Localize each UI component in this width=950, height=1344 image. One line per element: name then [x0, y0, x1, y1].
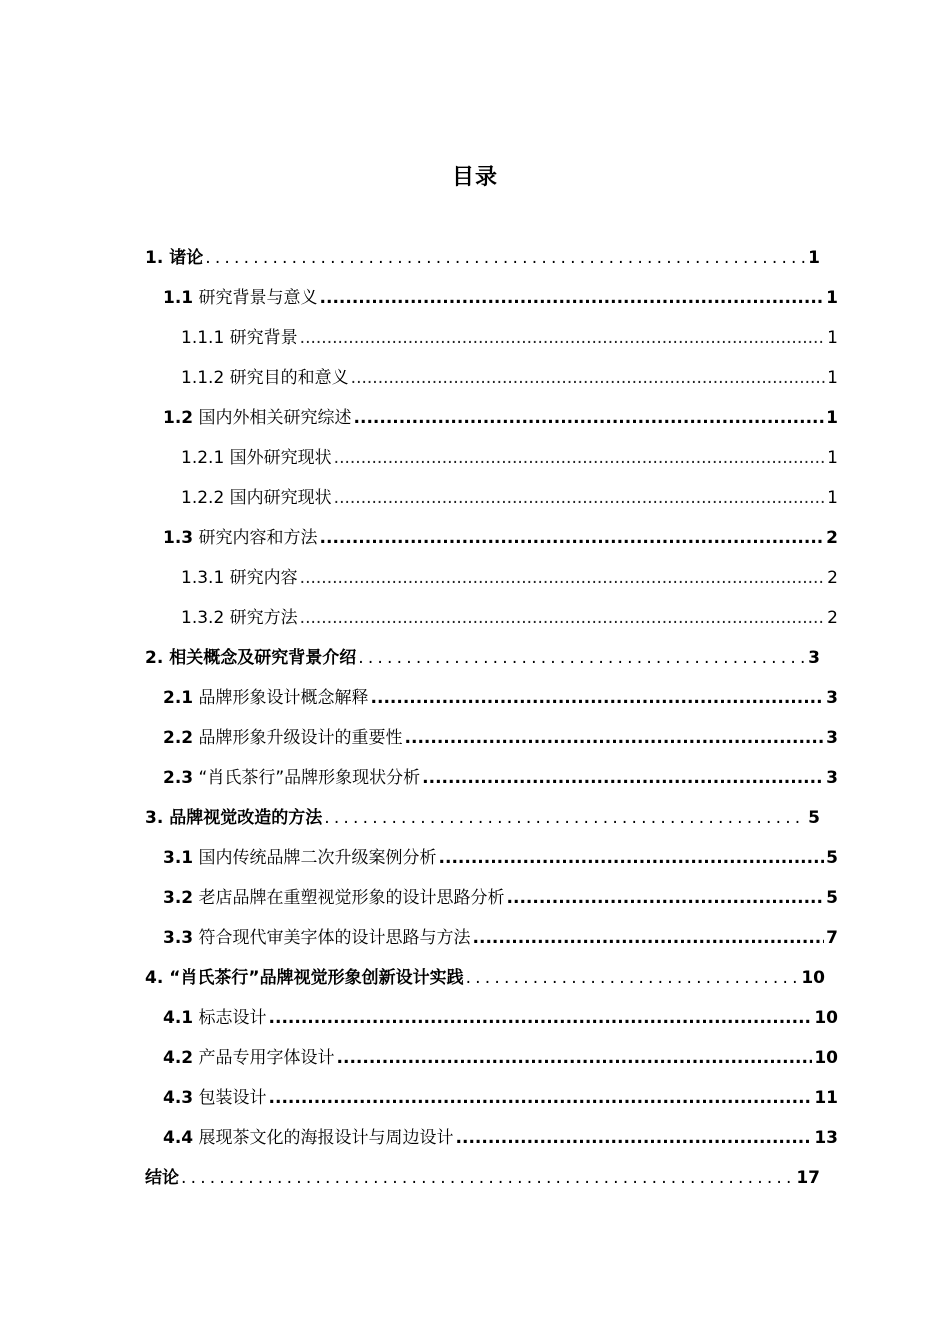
toc-entry-title: 研究背景与意义 [198, 288, 318, 308]
toc-entry-page: 2 [826, 528, 838, 548]
toc-entry-1-1-2[interactable] [181, 358, 838, 398]
leader-dots [507, 878, 825, 918]
toc-entry-number: 2. [145, 648, 164, 668]
leader-dots [466, 958, 800, 998]
toc-entry-4-1[interactable] [163, 998, 838, 1038]
leader-dots [456, 1118, 813, 1158]
toc-entry-number: 1.3.1 [181, 568, 225, 588]
leader-dots [300, 558, 826, 598]
toc-entry-page: 1 [826, 288, 838, 308]
toc-entry-title: 品牌视觉改造的方法 [169, 808, 323, 828]
toc-entry-title: 相关概念及研究背景介绍 [169, 648, 357, 668]
toc-entry-page: 1 [808, 248, 820, 268]
toc-entry-title: 研究方法 [229, 608, 298, 628]
toc-entry-number: 4.4 [163, 1128, 194, 1148]
toc-entry-number: 2.2 [163, 728, 194, 748]
toc-entry-title: 标志设计 [198, 1008, 267, 1028]
toc-entry-page: 3 [808, 648, 820, 668]
toc-entry-page: 5 [826, 848, 838, 868]
toc-entry-page: 17 [796, 1168, 820, 1188]
toc-entry-page: 1 [827, 448, 838, 468]
toc-entry-page: 5 [808, 808, 820, 828]
toc-entry-number: 3.3 [163, 928, 194, 948]
leader-dots [337, 1038, 813, 1078]
toc-entry-page: 3 [826, 728, 838, 748]
toc-entry-title: 研究目的和意义 [229, 368, 349, 388]
toc-entry-title: 研究内容 [229, 568, 298, 588]
toc-entry-page: 1 [827, 328, 838, 348]
toc-entry-number: 2.3 [163, 768, 194, 788]
toc-entry-title: 包装设计 [198, 1088, 267, 1108]
toc-entry-page: 3 [826, 688, 838, 708]
toc-entry-title: “肖氏茶行”品牌视觉形象创新设计实践 [169, 968, 464, 988]
leader-dots [358, 638, 806, 678]
toc-entry-number: 1.1 [163, 288, 194, 308]
leader-dots [351, 358, 826, 398]
toc-entry-page: 5 [826, 888, 838, 908]
toc-entry-conclusion[interactable] [145, 1158, 820, 1198]
toc-entry-number: 3.1 [163, 848, 194, 868]
toc-entry-1[interactable] [145, 238, 820, 278]
toc-entry-title: 诸论 [169, 248, 204, 268]
leader-dots [300, 598, 826, 638]
leader-dots [205, 238, 806, 278]
toc-entry-1-1-1[interactable] [181, 318, 838, 358]
toc-entry-page: 3 [826, 768, 838, 788]
toc-entry-page: 7 [826, 928, 838, 948]
toc-entry-number: 1.3 [163, 528, 194, 548]
toc-entry-number: 1.1.2 [181, 368, 225, 388]
leader-dots [422, 758, 824, 798]
toc-entry-page: 2 [827, 608, 838, 628]
toc-entry-title: 国外研究现状 [229, 448, 332, 468]
toc-entry-number: 4.2 [163, 1048, 194, 1068]
toc-entry-4-4[interactable] [163, 1118, 838, 1158]
leader-dots [269, 1078, 813, 1118]
toc-entry-number: 1.2.1 [181, 448, 225, 468]
toc-entry-title: 国内传统品牌二次升级案例分析 [198, 848, 437, 868]
toc-entry-4-2[interactable] [163, 1038, 838, 1078]
leader-dots [439, 838, 825, 878]
toc-entry-title: “肖氏茶行”品牌形象现状分析 [198, 768, 421, 788]
toc-entry-page: 13 [814, 1128, 838, 1148]
toc-entry-title: 研究内容和方法 [198, 528, 318, 548]
toc-entry-3[interactable] [145, 798, 820, 838]
toc-entry-number: 1.1.1 [181, 328, 225, 348]
toc-entry-number: 4. [145, 968, 164, 988]
toc-entry-1-1[interactable] [163, 278, 838, 318]
toc-entry-title: 研究背景 [229, 328, 298, 348]
toc-entry-title: 国内研究现状 [229, 488, 332, 508]
leader-dots [334, 438, 826, 478]
toc-entry-title: 品牌形象升级设计的重要性 [198, 728, 403, 748]
toc-entry-4-3[interactable] [163, 1078, 838, 1118]
page-title: 目录 [451, 165, 498, 190]
toc-entry-page: 10 [814, 1048, 838, 1068]
toc-entry-title: 展现茶文化的海报设计与周边设计 [198, 1128, 454, 1148]
leader-dots [320, 278, 825, 318]
toc-entry-1-3-1[interactable] [181, 558, 838, 598]
toc-entry-number: 4.3 [163, 1088, 194, 1108]
toc-entry-1-3-2[interactable] [181, 598, 838, 638]
toc-entry-number: 2.1 [163, 688, 194, 708]
toc-entry-page: 10 [801, 968, 825, 988]
toc-entry-1-2-2[interactable] [181, 478, 838, 518]
toc-entry-1-2-1[interactable] [181, 438, 838, 478]
toc-entry-number: 3. [145, 808, 164, 828]
toc-entry-1-2[interactable] [163, 398, 838, 438]
toc-entry-3-1[interactable] [163, 838, 838, 878]
toc-entry-number: 3.2 [163, 888, 194, 908]
toc-entry-page: 2 [827, 568, 838, 588]
toc-entry-2[interactable] [145, 638, 820, 678]
toc-entry-4[interactable] [145, 958, 825, 998]
toc-entry-title: 符合现代审美字体的设计思路与方法 [198, 928, 471, 948]
leader-dots [300, 318, 826, 358]
toc-entry-number: 1.2 [163, 408, 194, 428]
leader-dots [320, 518, 825, 558]
toc-entry-3-3[interactable] [163, 918, 838, 958]
toc-entry-page: 11 [814, 1088, 838, 1108]
leader-dots [334, 478, 826, 518]
leader-dots [405, 718, 825, 758]
leader-dots [324, 798, 806, 838]
toc-entry-2-3[interactable] [163, 758, 838, 798]
toc-entry-title: 产品专用字体设计 [198, 1048, 335, 1068]
leader-dots [181, 1158, 794, 1198]
toc-entry-number: 1. [145, 248, 164, 268]
toc-entry-title: 品牌形象设计概念解释 [198, 688, 369, 708]
toc-entry-page: 1 [826, 408, 838, 428]
toc-entry-number: 4.1 [163, 1008, 194, 1028]
toc-entry-2-2[interactable] [163, 718, 838, 758]
leader-dots [371, 678, 825, 718]
toc-entry-page: 1 [827, 488, 838, 508]
toc-entry-3-2[interactable] [163, 878, 838, 918]
toc-entry-title: 国内外相关研究综述 [198, 408, 352, 428]
leader-dots [269, 998, 813, 1038]
toc-entry-page: 1 [827, 368, 838, 388]
toc-entry-title: 老店品牌在重塑视觉形象的设计思路分析 [198, 888, 505, 908]
toc-entry-page: 10 [814, 1008, 838, 1028]
toc-entry-1-3[interactable] [163, 518, 838, 558]
toc-entry-2-1[interactable] [163, 678, 838, 718]
toc-entry-number: 1.2.2 [181, 488, 225, 508]
toc-entry-title: 结论 [145, 1168, 179, 1188]
leader-dots [473, 918, 825, 958]
toc-entry-number: 1.3.2 [181, 608, 225, 628]
leader-dots [354, 398, 825, 438]
